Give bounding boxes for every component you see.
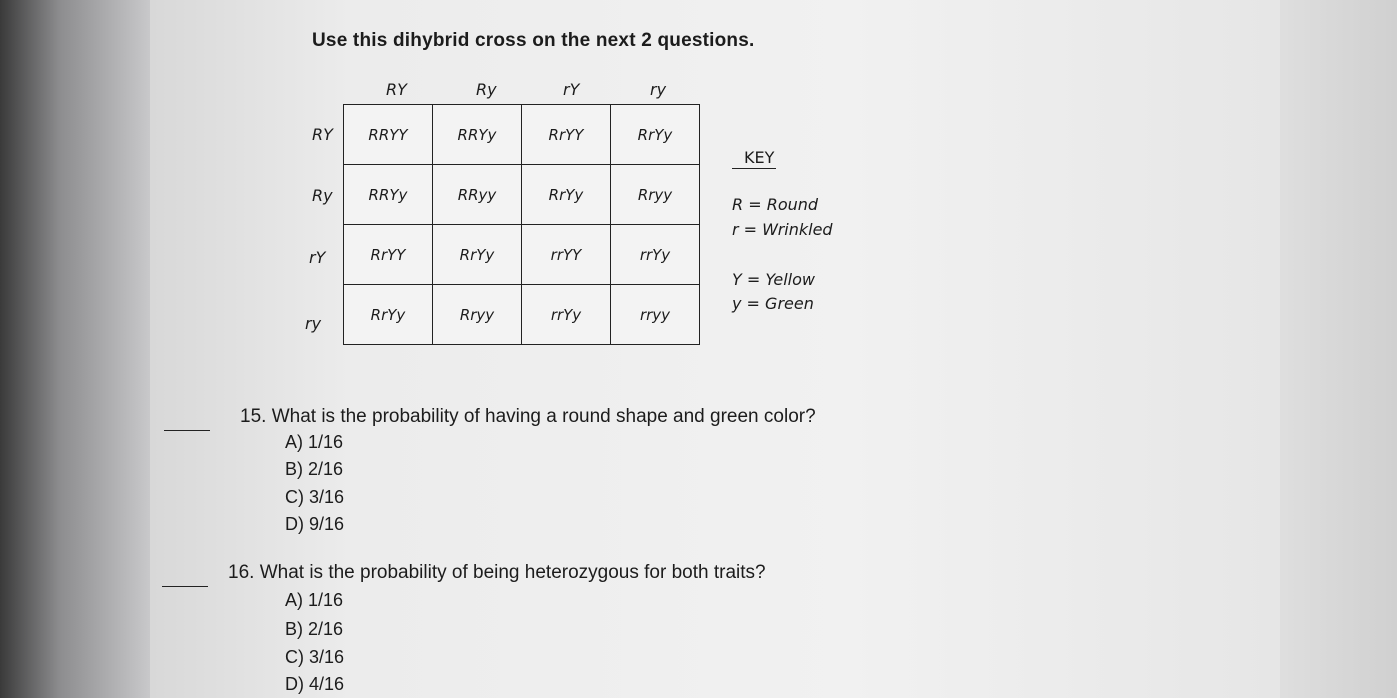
key-entry: r = Wrinkled (732, 220, 833, 239)
row-header: Ry (312, 186, 333, 205)
key-entry: Y = Yellow (732, 270, 815, 289)
column-header: rY (563, 80, 580, 99)
question-15: 15. What is the probability of having a round shape and green color? (240, 406, 816, 427)
option-c: C) 3/16 (285, 647, 345, 667)
column-header: ry (650, 80, 667, 99)
punnett-cell: RrYY (344, 225, 433, 285)
column-header: RY (386, 80, 407, 99)
option-b: B) 2/16 (285, 619, 344, 639)
punnett-cell: RrYy (433, 225, 522, 285)
key-title: KEY (732, 148, 776, 169)
key-section (732, 148, 776, 167)
option-c: C) 3/16 (285, 487, 345, 507)
punnett-cell: RRyy (433, 165, 522, 225)
answer-blank[interactable] (162, 586, 208, 587)
row-header: rY (309, 248, 326, 267)
option-d: D) 9/16 (285, 514, 345, 534)
option-a: A) 1/16 (285, 590, 344, 610)
punnett-cell: RRYY (344, 105, 433, 165)
question-16: 16. What is the probability of being heterozygous for both traits? (228, 562, 766, 583)
key-entry: R = Round (732, 195, 819, 214)
column-header: Ry (476, 80, 497, 99)
punnett-cell: RrYy (611, 105, 700, 165)
answer-blank[interactable] (164, 430, 210, 431)
punnett-cell: Rryy (611, 165, 700, 225)
punnett-cell: rryy (611, 285, 700, 345)
punnett-cell: rrYY (522, 225, 611, 285)
punnett-cell: RrYy (344, 285, 433, 345)
row-header: ry (305, 314, 322, 333)
punnett-square (343, 104, 700, 345)
key-entry: y = Green (732, 294, 814, 313)
option-d: D) 4/16 (285, 674, 345, 694)
option-b: B) 2/16 (285, 459, 344, 479)
punnett-cell: RRYy (433, 105, 522, 165)
option-a: A) 1/16 (285, 432, 344, 452)
punnett-cell: rrYy (611, 225, 700, 285)
punnett-cell: Rryy (433, 285, 522, 345)
instructions-heading: Use this dihybrid cross on the next 2 questions. (312, 30, 755, 51)
punnett-cell: RrYy (522, 165, 611, 225)
row-header: RY (312, 125, 333, 144)
punnett-cell: RrYY (522, 105, 611, 165)
punnett-cell: rrYy (522, 285, 611, 345)
punnett-cell: RRYy (344, 165, 433, 225)
